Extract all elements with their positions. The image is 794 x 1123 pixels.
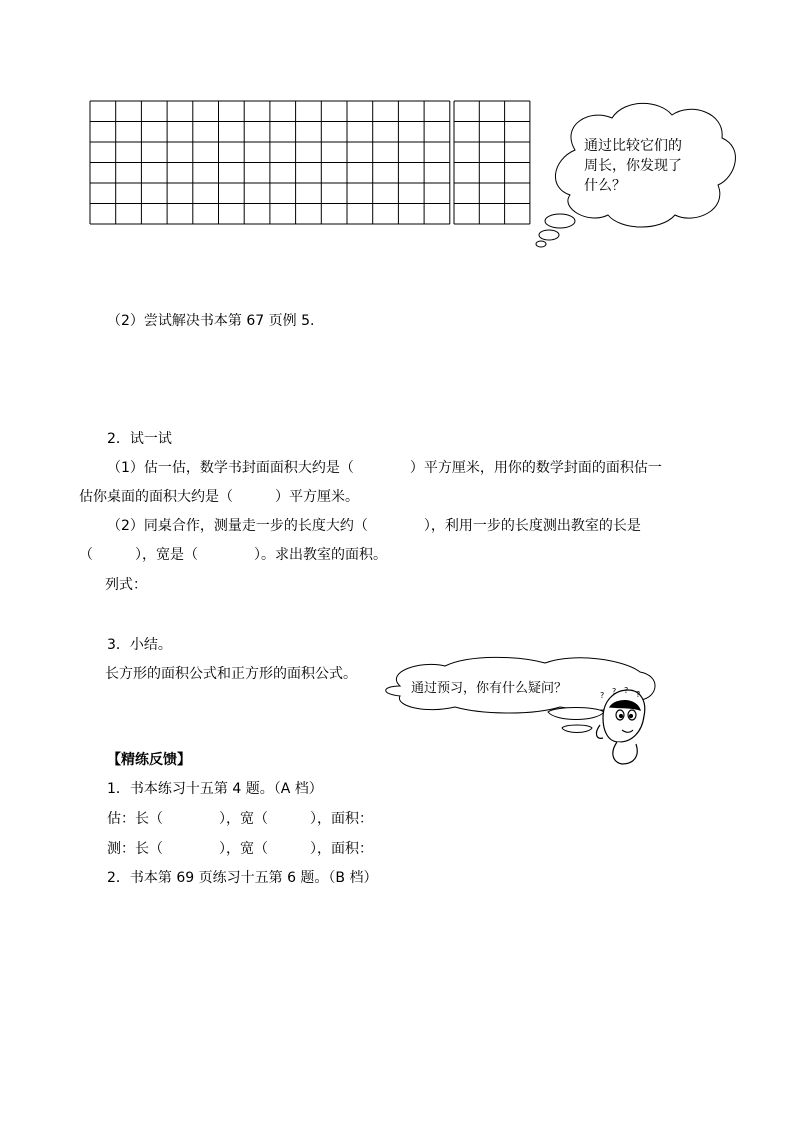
estimate-line-2: 估你桌面的面积大约是（ ）平方厘米。 [79, 489, 359, 505]
section-heading-summary: 3．小结。 [107, 637, 172, 653]
square-grid [454, 101, 530, 224]
cloud-text-line-3: 什么？ [584, 178, 626, 194]
summary-formula-line: 长方形的面积公式和正方形的面积公式。 [105, 666, 357, 682]
estimate-row: 估：长（ ），宽（ ），面积： [107, 811, 373, 827]
cloud-question-text: 通过预习，你有什么疑问？ [411, 681, 568, 696]
measure-line-2: （ ），宽是（ ）。求出教室的面积。 [79, 547, 387, 563]
formula-label: 列式： [105, 577, 147, 593]
thought-cloud-upper [536, 103, 735, 247]
practice-question-2: 2．书本第 69 页练习十五第 6 题。（B 档） [107, 870, 378, 886]
section-title-practice: 【精练反馈】 [107, 752, 191, 768]
cloud-text-line-1: 通过比较它们的 [584, 138, 682, 154]
svg-text:?: ? [624, 686, 629, 695]
section-heading-try: 2．试一试 [107, 431, 172, 447]
try-example-line: （2）尝试解决书本第 67 页例 5. [107, 313, 315, 329]
measure-line-1: （2）同桌合作，测量走一步的长度大约（ ），利用一步的长度测出教室的长是 [107, 518, 641, 534]
svg-text:?: ? [600, 691, 605, 700]
cloud-text-line-2: 周长，你发现了 [584, 158, 682, 174]
svg-text:?: ? [612, 687, 617, 696]
rectangle-grid [90, 101, 450, 224]
cartoon-boy-icon [596, 686, 644, 764]
estimate-line-1: （1）估一估，数学书封面面积大约是（ ）平方厘米，用你的数学封面的面积估一 [107, 460, 662, 476]
svg-text:?: ? [636, 690, 641, 699]
measure-row: 测：长（ ），宽（ ），面积： [107, 841, 373, 857]
practice-question-1: 1．书本练习十五第 4 题。（A 档） [107, 781, 323, 797]
